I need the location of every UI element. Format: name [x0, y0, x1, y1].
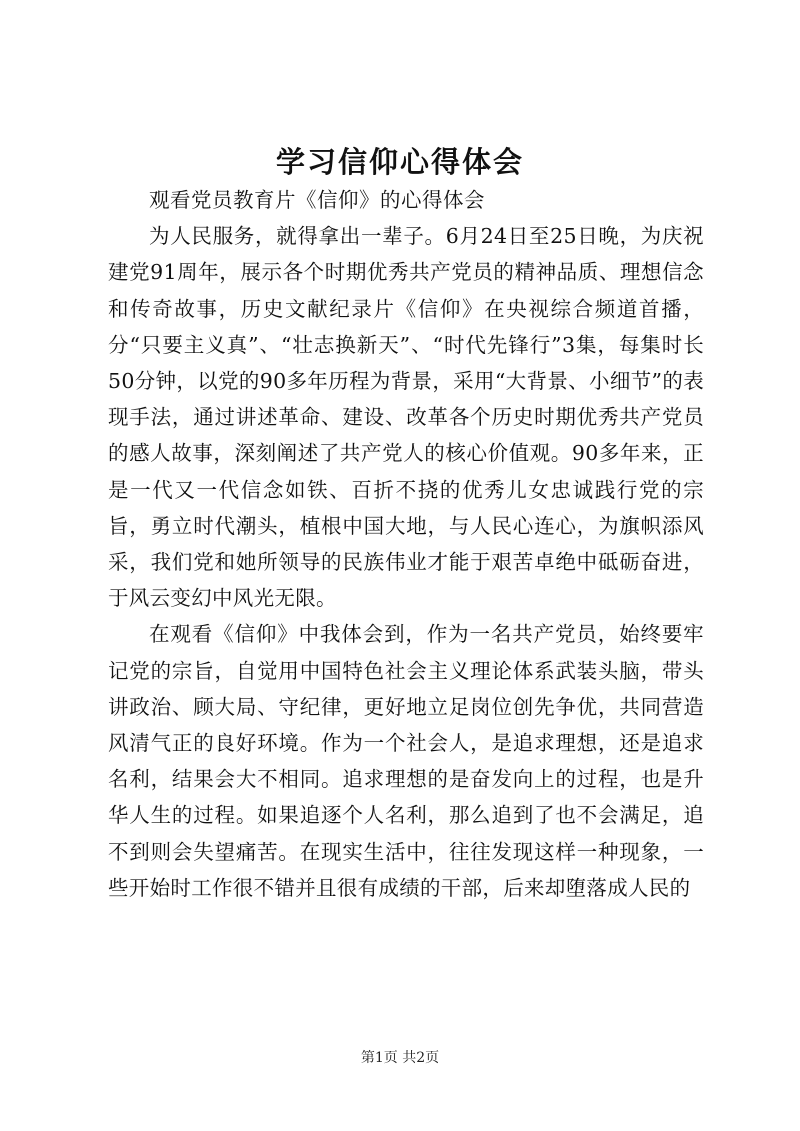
- paragraph-2: 在观看《信仰》中我体会到，作为一名共产党员，始终要牢记党的宗旨，自觉用中国特色社会主义理论体系武装头脑，带头讲政治、顾大局、守纪律，更好地立足岗位创先争优，共同营造风清气正的良好环境。作为一个社会人，是追求理想，还是追求名利，结果会大不相同。追求理想的是奋发向上的过程，也是升华人生的过程。如果追逐个人名利，那么追到了也不会满足，追不到则会失望痛苦。在现实生活中，往往发现这样一种现象，一些开始时工作很不错并且很有成绩的干部，后来却堕落成人民的: [108, 622, 704, 900]
- document-body: [108, 182, 704, 906]
- page-number-footer: 第1页 共2页: [360, 1050, 440, 1066]
- document-title: 学习信仰心得体会: [275, 145, 524, 179]
- document-subtitle: 观看党员教育片《信仰》的心得体会: [149, 188, 485, 212]
- paragraph-1: 为人民服务，就得拿出一辈子。6月24日至25日晚，为庆祝建党91周年，展示各个时期优秀共产党员的精神品质、理想信念和传奇故事，历史文献纪录片《信仰》在央视综合频道首播，分“只要主义真”、“壮志换新天”、“时代先锋行”3集，每集时长50分钟，以党的90多年历程为背景，采用“大背景、小细节”的表现手法，通过讲述革命、建设、改革各个历史时期优秀共产党员的感人故事，深刻阐述了共产党人的核心价值观。90多年来，正是一代又一代信念如铁、百折不挠的优秀儿女忠诚践行党的宗旨，勇立时代潮头，植根中国大地，与人民心连心，为旗帜添风采，我们党和她所领导的民族伟业才能于艰苦卓绝中砥砺奋进，于风云变幻中风光无限。: [108, 224, 704, 611]
